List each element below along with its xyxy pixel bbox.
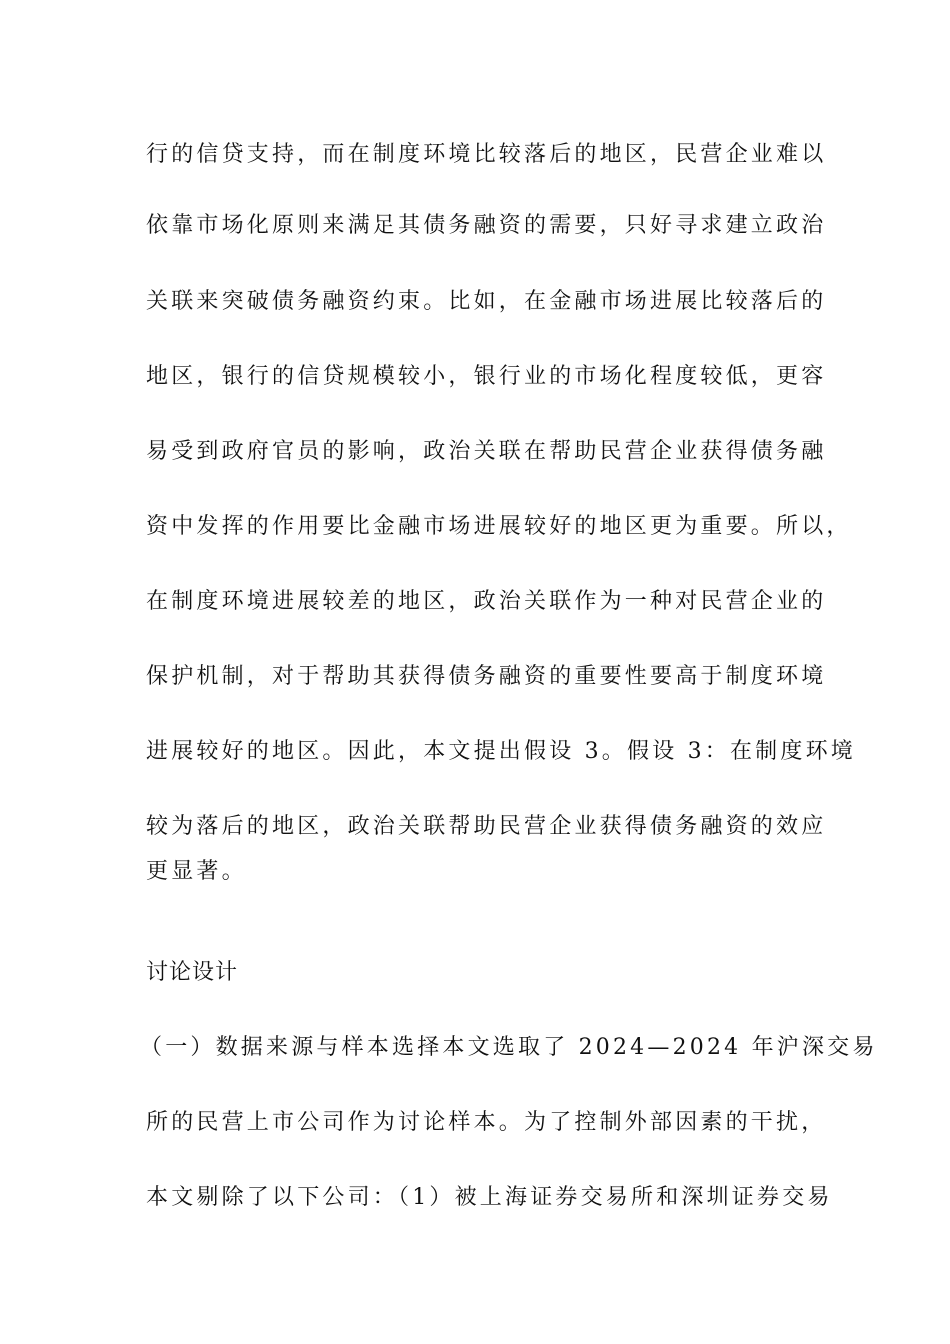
paragraph-line: 地区，银行的信贷规模较小，银行业的市场化程度较低，更容	[146, 364, 827, 389]
paragraph-line: 易受到政府官员的影响，政治关联在帮助民营企业获得债务融	[146, 439, 827, 464]
paragraph-line: 本文剔除了以下公司：（1）被上海证券交易所和深圳证券交易	[146, 1185, 833, 1210]
paragraph-line: 行的信贷支持，而在制度环境比较落后的地区，民营企业难以	[146, 142, 827, 167]
paragraph-line: 较为落后的地区，政治关联帮助民营企业获得债务融资的效应	[146, 814, 827, 839]
paragraph-line: 关联来突破债务融资约束。比如，在金融市场进展比较落后的	[146, 289, 827, 314]
paragraph-line: 资中发挥的作用要比金融市场进展较好的地区更为重要。所以，	[146, 514, 852, 539]
paragraph-line: （一）数据来源与样本选择本文选取了 2024—2024 年沪深交易	[140, 1035, 878, 1060]
paragraph-line: 所的民营上市公司作为讨论样本。为了控制外部因素的干扰，	[146, 1110, 827, 1135]
section-heading: 讨论设计	[146, 960, 239, 985]
paragraph-line: 进展较好的地区。因此，本文提出假设 3。假设 3：在制度环境	[146, 739, 856, 764]
paragraph-line: 保护机制，对于帮助其获得债务融资的重要性要高于制度环境	[146, 664, 827, 689]
paragraph-line: 在制度环境进展较差的地区，政治关联作为一种对民营企业的	[146, 589, 827, 614]
paragraph-line: 依靠市场化原则来满足其债务融资的需要，只好寻求建立政治	[146, 213, 827, 238]
paragraph-line: 更显著。	[146, 859, 247, 884]
